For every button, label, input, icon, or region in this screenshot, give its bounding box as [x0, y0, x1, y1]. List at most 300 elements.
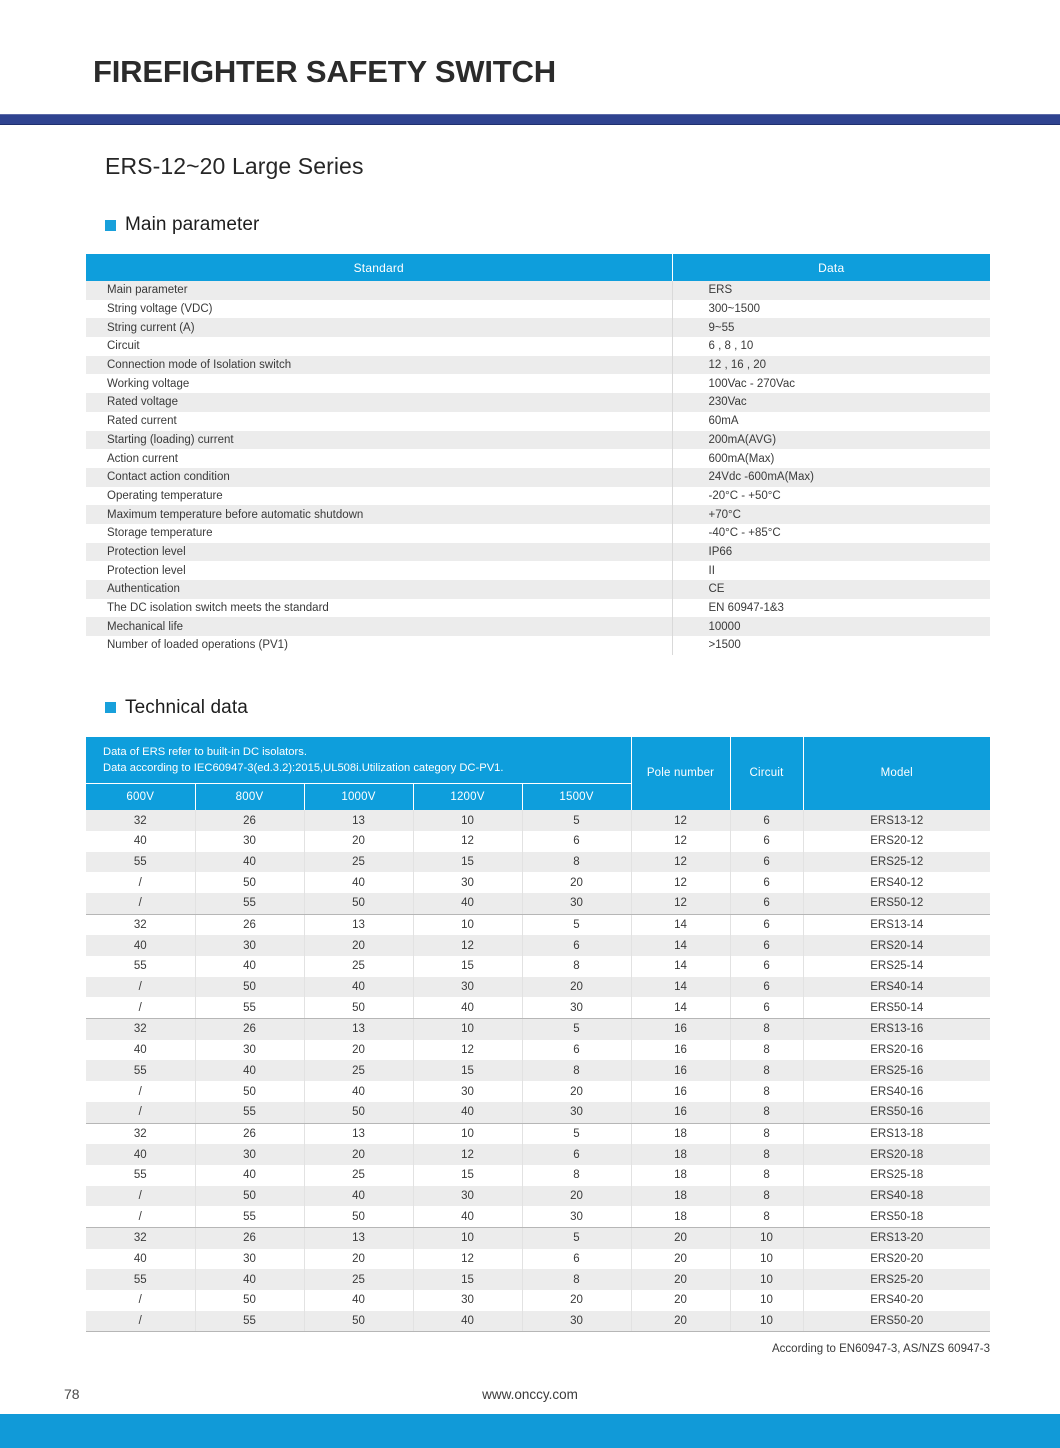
cell-circuit: 10	[730, 1290, 803, 1311]
table-row	[86, 1102, 990, 1123]
cell-standard: Mechanical life	[86, 617, 672, 636]
cell-1000v: 20	[304, 831, 413, 852]
cell-800v: 30	[195, 1144, 304, 1165]
cell-1000v: 50	[304, 997, 413, 1018]
cell-standard: Connection mode of Isolation switch	[86, 356, 672, 375]
cell-circuit: 10	[730, 1269, 803, 1290]
bullet-square-icon	[105, 220, 116, 231]
cell-1000v: 50	[304, 1206, 413, 1227]
cell-pole-number: 14	[631, 956, 730, 977]
cell-1000v: 20	[304, 1144, 413, 1165]
table-header-row	[86, 254, 990, 281]
bullet-square-icon	[105, 702, 116, 713]
cell-1000v: 25	[304, 1269, 413, 1290]
cell-pole-number: 18	[631, 1165, 730, 1186]
cell-pole-number: 12	[631, 810, 730, 831]
cell-1500v: 6	[522, 935, 631, 956]
cell-800v: 50	[195, 1186, 304, 1207]
cell-800v: 30	[195, 1249, 304, 1270]
cell-circuit: 6	[730, 872, 803, 893]
cell-600v: 32	[86, 914, 195, 935]
cell-1000v: 50	[304, 1311, 413, 1332]
cell-1000v: 13	[304, 914, 413, 935]
cell-model: ERS13-18	[870, 1127, 924, 1140]
cell-circuit: 8	[730, 1081, 803, 1102]
cell-1000v: 25	[304, 852, 413, 873]
cell-model: ERS20-14	[870, 939, 924, 952]
table-row	[86, 956, 990, 977]
table-row	[86, 935, 990, 956]
cell-pole-number: 14	[631, 935, 730, 956]
cell-1200v: 12	[413, 935, 522, 956]
section-label-main-parameter: Main parameter	[125, 214, 260, 235]
cell-800v: 30	[195, 831, 304, 852]
cell-model: ERS20-16	[870, 1044, 924, 1057]
cell-1500v: 8	[522, 852, 631, 873]
table-row	[86, 337, 990, 356]
cell-pole-number: 14	[631, 997, 730, 1018]
table-row	[86, 412, 990, 431]
cell-600v: 32	[86, 1227, 195, 1248]
cell-600v: /	[86, 1081, 195, 1102]
cell-model: ERS13-14	[870, 919, 924, 931]
page-title: FIREFIGHTER SAFETY SWITCH	[93, 54, 556, 89]
cell-1500v: 8	[522, 956, 631, 977]
cell-data: 100Vac - 270Vac	[708, 377, 796, 390]
table-note-cell	[86, 737, 631, 784]
cell-600v: 32	[86, 1123, 195, 1144]
cell-standard: Protection level	[86, 561, 672, 580]
cell-1000v: 40	[304, 1186, 413, 1207]
cell-800v: 55	[195, 1311, 304, 1332]
cell-standard: Maximum temperature before automatic shutdown	[86, 505, 672, 524]
cell-pole-number: 20	[631, 1290, 730, 1311]
cell-data: 6 , 8 , 10	[708, 340, 754, 353]
cell-800v: 50	[195, 872, 304, 893]
cell-circuit: 6	[730, 810, 803, 831]
cell-1500v: 20	[522, 977, 631, 998]
table-row	[86, 356, 990, 375]
cell-1000v: 20	[304, 1249, 413, 1270]
cell-800v: 40	[195, 1060, 304, 1081]
cell-circuit: 10	[730, 1249, 803, 1270]
table-row	[86, 1040, 990, 1061]
cell-data: CE	[708, 583, 725, 596]
cell-circuit: 8	[730, 1040, 803, 1061]
cell-standard: Circuit	[86, 337, 672, 356]
cell-800v: 30	[195, 935, 304, 956]
cell-circuit: 6	[730, 831, 803, 852]
cell-800v: 50	[195, 1290, 304, 1311]
cell-standard: Main parameter	[86, 281, 672, 300]
cell-model: ERS50-20	[803, 1311, 990, 1332]
cell-1000v: 40	[304, 1081, 413, 1102]
cell-circuit: 8	[730, 1144, 803, 1165]
cell-1500v: 6	[522, 1144, 631, 1165]
cell-1000v: 40	[304, 977, 413, 998]
cell-1200v: 15	[413, 852, 522, 873]
table-row	[86, 1060, 990, 1081]
cell-1000v: 13	[304, 1123, 413, 1144]
cell-1200v: 10	[413, 1123, 522, 1144]
page-number: 78	[64, 1386, 80, 1402]
cell-standard: Starting (loading) current	[86, 431, 672, 450]
technical-data-table	[86, 737, 990, 1333]
table-row	[86, 1249, 990, 1270]
note-line-1: Data of ERS refer to built-in DC isolators.	[103, 745, 307, 758]
table-row	[86, 997, 990, 1018]
column-header-600v: 600V	[86, 784, 195, 811]
cell-standard: Storage temperature	[86, 524, 672, 543]
table-row	[86, 1290, 990, 1311]
cell-circuit: 6	[730, 852, 803, 873]
cell-1200v: 10	[413, 1227, 522, 1248]
table-row	[86, 1081, 990, 1102]
table-row	[86, 831, 990, 852]
cell-1000v: 25	[304, 1060, 413, 1081]
cell-1500v: 5	[522, 914, 631, 935]
cell-pole-number: 16	[631, 1040, 730, 1061]
cell-data: -20°C - +50°C	[708, 489, 781, 502]
cell-1500v: 30	[522, 1102, 631, 1123]
cell-1500v: 20	[522, 1081, 631, 1102]
cell-circuit: 10	[730, 1311, 803, 1332]
cell-standard: Number of loaded operations (PV1)	[86, 636, 672, 655]
cell-1200v: 15	[413, 1165, 522, 1186]
table-row	[86, 487, 990, 506]
cell-model: ERS13-12	[870, 814, 924, 827]
cell-1500v: 20	[522, 1290, 631, 1311]
cell-model: ERS20-18	[870, 1148, 924, 1161]
table-row	[86, 1165, 990, 1186]
cell-model: ERS40-14	[870, 981, 924, 994]
cell-600v: /	[86, 1311, 195, 1332]
table-row	[86, 1186, 990, 1207]
cell-800v: 26	[195, 1123, 304, 1144]
cell-1000v: 20	[304, 1040, 413, 1061]
cell-600v: /	[86, 977, 195, 998]
cell-model: ERS40-16	[870, 1085, 924, 1098]
cell-1000v: 40	[304, 872, 413, 893]
section-label-technical-data: Technical data	[125, 696, 248, 718]
cell-model: ERS25-20	[870, 1273, 924, 1286]
cell-data: 60mA	[708, 415, 739, 428]
table-row	[86, 1206, 990, 1227]
cell-1200v: 30	[413, 1186, 522, 1207]
table-row	[86, 449, 990, 468]
cell-600v: 40	[86, 831, 195, 852]
cell-1200v: 12	[413, 831, 522, 852]
cell-standard: Action current	[86, 449, 672, 468]
cell-600v: 40	[86, 1249, 195, 1270]
cell-circuit: 8	[730, 1206, 803, 1227]
cell-model: ERS50-18	[803, 1206, 990, 1227]
cell-model: ERS20-12	[870, 835, 924, 848]
cell-1200v: 12	[413, 1249, 522, 1270]
cell-model: ERS40-12	[870, 876, 924, 889]
cell-1500v: 5	[522, 1019, 631, 1040]
cell-pole-number: 18	[631, 1206, 730, 1227]
cell-circuit: 6	[730, 935, 803, 956]
cell-1200v: 40	[413, 893, 522, 914]
page-content	[0, 126, 1060, 1355]
page-header	[0, 0, 1060, 112]
cell-circuit: 6	[730, 956, 803, 977]
cell-600v: 32	[86, 810, 195, 831]
cell-standard: The DC isolation switch meets the standard	[86, 599, 672, 618]
cell-circuit: 8	[730, 1123, 803, 1144]
table-row	[86, 810, 990, 831]
cell-standard: Rated current	[86, 412, 672, 431]
cell-data: 200mA(AVG)	[708, 433, 777, 446]
column-header-pole-number: Pole number	[631, 737, 730, 810]
cell-data: +70°C	[708, 508, 741, 521]
cell-model: ERS25-18	[870, 1169, 924, 1182]
table-row	[86, 914, 990, 935]
series-title: ERS-12~20 Large Series	[105, 153, 364, 179]
cell-model: ERS25-14	[870, 960, 924, 973]
cell-800v: 40	[195, 852, 304, 873]
cell-800v: 40	[195, 1269, 304, 1290]
cell-1200v: 40	[413, 1102, 522, 1123]
cell-800v: 50	[195, 977, 304, 998]
cell-circuit: 10	[730, 1227, 803, 1248]
cell-circuit: 6	[730, 977, 803, 998]
table-row	[86, 300, 990, 319]
cell-1200v: 40	[413, 997, 522, 1018]
cell-600v: /	[86, 872, 195, 893]
cell-1000v: 50	[304, 1102, 413, 1123]
cell-pole-number: 16	[631, 1081, 730, 1102]
table-row	[86, 524, 990, 543]
cell-1500v: 8	[522, 1165, 631, 1186]
cell-data: ERS	[708, 284, 733, 297]
section-heading-main-parameter	[105, 214, 1060, 236]
cell-800v: 55	[195, 893, 304, 914]
cell-data: 230Vac	[708, 396, 747, 409]
cell-data: 300~1500	[708, 303, 760, 316]
cell-1500v: 5	[522, 1123, 631, 1144]
cell-1000v: 40	[304, 1290, 413, 1311]
header-navy-rule	[0, 114, 1060, 125]
cell-data: 9~55	[708, 321, 735, 334]
cell-data: -40°C - +85°C	[708, 527, 781, 540]
cell-1500v: 30	[522, 1206, 631, 1227]
cell-800v: 55	[195, 1102, 304, 1123]
cell-model: ERS13-16	[870, 1023, 924, 1036]
table-row	[86, 505, 990, 524]
cell-1000v: 25	[304, 956, 413, 977]
cell-1500v: 20	[522, 1186, 631, 1207]
cell-1000v: 25	[304, 1165, 413, 1186]
cell-data: EN 60947-1&3	[708, 602, 784, 615]
table-row	[86, 580, 990, 599]
cell-1000v: 13	[304, 1227, 413, 1248]
table-row	[86, 431, 990, 450]
cell-600v: 55	[86, 1060, 195, 1081]
cell-pole-number: 12	[631, 852, 730, 873]
cell-model: ERS50-12	[803, 893, 990, 914]
cell-pole-number: 20	[631, 1227, 730, 1248]
cell-data: 600mA(Max)	[708, 452, 775, 465]
cell-circuit: 8	[730, 1102, 803, 1123]
cell-1500v: 8	[522, 1269, 631, 1290]
table-header-row-notes	[86, 737, 990, 784]
column-header-1200v: 1200V	[413, 784, 522, 811]
table-row	[86, 374, 990, 393]
cell-model: ERS40-20	[870, 1294, 924, 1307]
cell-600v: /	[86, 1102, 195, 1123]
cell-600v: /	[86, 893, 195, 914]
cell-circuit: 6	[730, 914, 803, 935]
cell-1200v: 10	[413, 914, 522, 935]
cell-1200v: 30	[413, 977, 522, 998]
table-row	[86, 318, 990, 337]
cell-1200v: 10	[413, 1019, 522, 1040]
column-header-1000v: 1000V	[304, 784, 413, 811]
cell-800v: 26	[195, 1227, 304, 1248]
cell-circuit: 8	[730, 1019, 803, 1040]
cell-1200v: 12	[413, 1040, 522, 1061]
cell-pole-number: 14	[631, 977, 730, 998]
cell-600v: 40	[86, 1144, 195, 1165]
cell-circuit: 8	[730, 1165, 803, 1186]
cell-600v: /	[86, 1186, 195, 1207]
note-line-2: Data according to IEC60947-3(ed.3.2):2015,UL508i.Utilization category DC-PV1.	[103, 761, 504, 774]
cell-1200v: 15	[413, 956, 522, 977]
cell-pole-number: 16	[631, 1019, 730, 1040]
cell-800v: 55	[195, 997, 304, 1018]
cell-model: ERS50-14	[803, 997, 990, 1018]
page-footer	[0, 1378, 1060, 1414]
cell-600v: 40	[86, 1040, 195, 1061]
cell-standard: Working voltage	[86, 374, 672, 393]
technical-data-footnote: According to EN60947-3, AS/NZS 60947-3	[772, 1343, 990, 1356]
column-header-circuit: Circuit	[730, 737, 803, 810]
cell-circuit: 6	[730, 893, 803, 914]
table-row	[86, 1269, 990, 1290]
cell-1200v: 30	[413, 1290, 522, 1311]
table-row	[86, 1144, 990, 1165]
cell-data: 10000	[708, 620, 741, 633]
cell-pole-number: 18	[631, 1186, 730, 1207]
table-row	[86, 636, 990, 655]
cell-1200v: 15	[413, 1060, 522, 1081]
cell-model: ERS25-16	[870, 1064, 924, 1077]
cell-pole-number: 12	[631, 872, 730, 893]
cell-data: >1500	[708, 639, 741, 652]
cell-600v: 32	[86, 1019, 195, 1040]
table-row	[86, 393, 990, 412]
cell-1200v: 30	[413, 872, 522, 893]
cell-600v: 55	[86, 956, 195, 977]
cell-800v: 40	[195, 1165, 304, 1186]
cell-pole-number: 18	[631, 1123, 730, 1144]
cell-600v: 55	[86, 1165, 195, 1186]
table-row	[86, 977, 990, 998]
technical-data-table-wrapper	[86, 737, 990, 1333]
cell-model: ERS50-16	[803, 1102, 990, 1123]
cell-model: ERS40-18	[870, 1189, 924, 1202]
cell-600v: /	[86, 1290, 195, 1311]
cell-model: ERS25-12	[870, 855, 924, 868]
table-row	[86, 617, 990, 636]
table-row	[86, 1019, 990, 1040]
column-header-standard: Standard	[86, 254, 672, 281]
table-row	[86, 543, 990, 562]
cell-data: II	[708, 564, 715, 577]
table-row	[86, 1311, 990, 1332]
cell-800v: 50	[195, 1081, 304, 1102]
cell-1000v: 20	[304, 935, 413, 956]
cell-pole-number: 18	[631, 1144, 730, 1165]
cell-1500v: 6	[522, 1249, 631, 1270]
table-row	[86, 1123, 990, 1144]
cell-1500v: 30	[522, 893, 631, 914]
cell-1000v: 50	[304, 893, 413, 914]
cell-800v: 26	[195, 1019, 304, 1040]
cell-circuit: 8	[730, 1060, 803, 1081]
cell-800v: 55	[195, 1206, 304, 1227]
cell-pole-number: 12	[631, 893, 730, 914]
cell-pole-number: 12	[631, 831, 730, 852]
cell-circuit: 8	[730, 1186, 803, 1207]
column-header-800v: 800V	[195, 784, 304, 811]
cell-1200v: 10	[413, 810, 522, 831]
cell-standard: Authentication	[86, 580, 672, 599]
cell-1500v: 5	[522, 810, 631, 831]
cell-pole-number: 20	[631, 1269, 730, 1290]
cell-circuit: 6	[730, 997, 803, 1018]
cell-data: 24Vdc -600mA(Max)	[708, 471, 814, 484]
cell-standard: String current (A)	[86, 318, 672, 337]
footer-url: www.onccy.com	[482, 1387, 578, 1402]
cell-1200v: 30	[413, 1081, 522, 1102]
column-header-1500v: 1500V	[522, 784, 631, 811]
cell-800v: 26	[195, 914, 304, 935]
cell-1500v: 30	[522, 1311, 631, 1332]
cell-1500v: 30	[522, 997, 631, 1018]
cell-standard: Operating temperature	[86, 487, 672, 506]
table-row	[86, 872, 990, 893]
cell-pole-number: 20	[631, 1249, 730, 1270]
table-row	[86, 1227, 990, 1248]
table-row	[86, 561, 990, 580]
footer-bottom-bar	[0, 1414, 1060, 1448]
cell-1500v: 8	[522, 1060, 631, 1081]
cell-600v: /	[86, 997, 195, 1018]
cell-model: ERS20-20	[870, 1253, 924, 1265]
cell-1000v: 13	[304, 810, 413, 831]
cell-800v: 40	[195, 956, 304, 977]
cell-600v: 40	[86, 935, 195, 956]
cell-1200v: 40	[413, 1206, 522, 1227]
cell-600v: /	[86, 1206, 195, 1227]
cell-standard: Rated voltage	[86, 393, 672, 412]
section-heading-technical-data	[105, 697, 1060, 719]
cell-1200v: 40	[413, 1311, 522, 1332]
cell-1200v: 15	[413, 1269, 522, 1290]
cell-1000v: 13	[304, 1019, 413, 1040]
cell-1500v: 6	[522, 1040, 631, 1061]
cell-pole-number: 16	[631, 1060, 730, 1081]
cell-data: 12 , 16 , 20	[708, 359, 767, 372]
column-header-model: Model	[803, 737, 990, 810]
cell-model: ERS13-20	[870, 1232, 924, 1245]
cell-standard: String voltage (VDC)	[86, 300, 672, 319]
column-header-data: Data	[672, 254, 990, 281]
table-row	[86, 893, 990, 914]
